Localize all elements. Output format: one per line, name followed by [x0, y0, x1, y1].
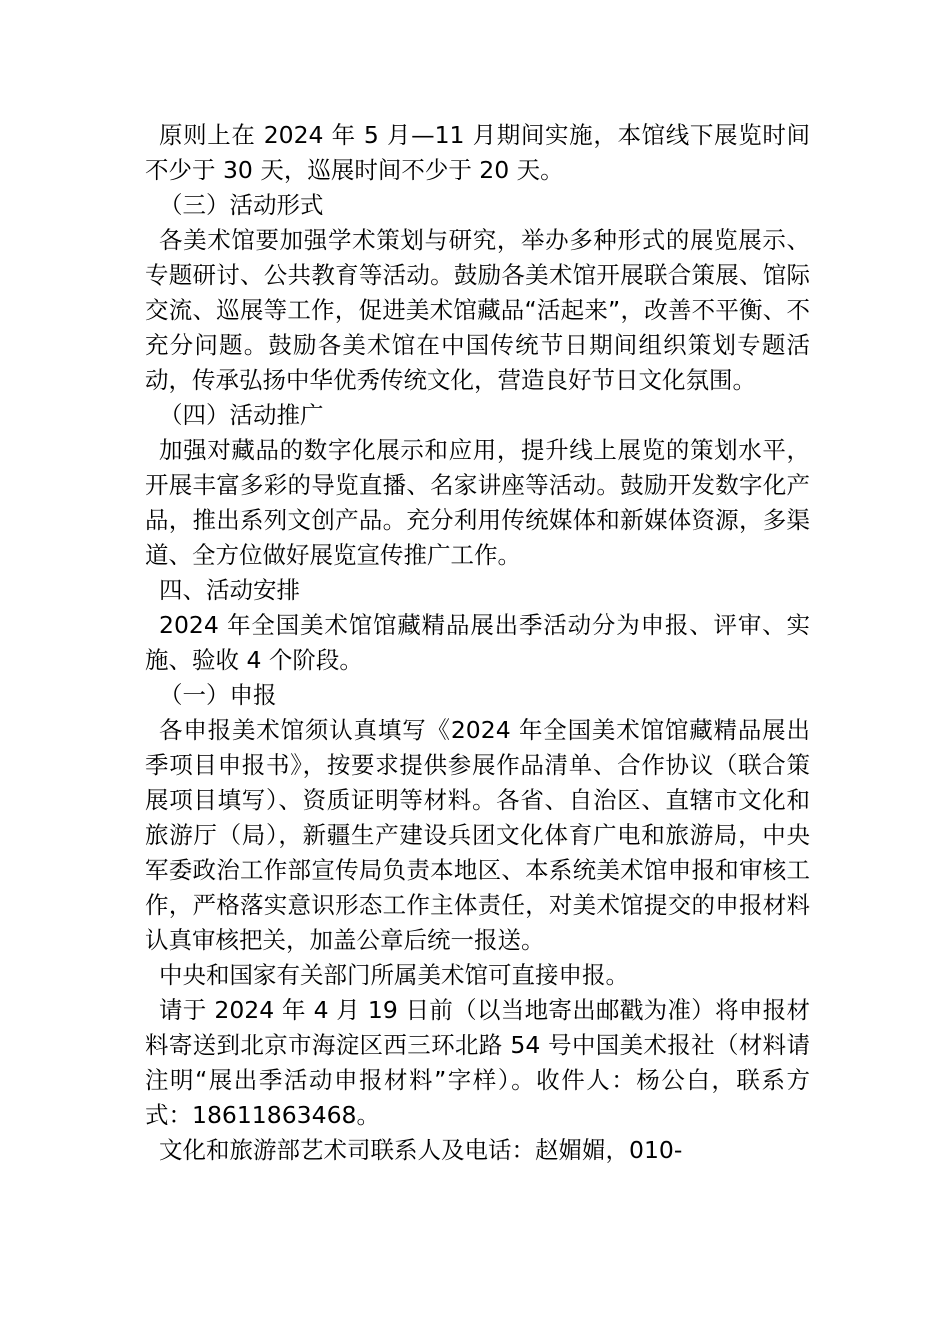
paragraph-direct-application: 中央和国家有关部门所属美术馆可直接申报。	[159, 961, 629, 989]
paragraph-application: 各申报美术馆须认真填写《2024 年全国美术馆馆藏精品展出季项目申报书》，按要求提供参展作品清单、合作协议（联合策展项目填写）、资质证明等材料。各省、自治区、直辖市文化和旅游厅（局），新疆生产建设兵团文化体育广电和旅游局，中央军委政治工作部宣传局负责本地区、本系统美术馆申报和审核工作，严格落实意识形态工作主体责任，对美术馆提交的申报材料认真审核把关，加盖公章后统一报送。	[145, 716, 810, 954]
paragraph-activity-form: 各美术馆要加强学术策划与研究，举办多种形式的展览展示、专题研讨、公共教育等活动。鼓励各美术馆开展联合策展、馆际交流、巡展等工作，促进美术馆藏品“活起来”，改善不平衡、不充分问题。鼓励各美术馆在中国传统节日期间组织策划专题活动，传承弘扬中华优秀传统文化，营造良好节日文化氛围。	[145, 226, 810, 394]
paragraph-arrangement: 2024 年全国美术馆馆藏精品展出季活动分为申报、评审、实施、验收 4 个阶段。	[145, 611, 810, 674]
section-heading-promotion: （四）活动推广	[159, 401, 324, 429]
section-heading-activity-form: （三）活动形式	[159, 191, 324, 219]
section-heading-application: （一）申报	[159, 681, 277, 709]
paragraph-mailing: 请于 2024 年 4 月 19 日前（以当地寄出邮戳为准）将申报材料寄送到北京市海淀区西三环北路 54 号中国美术报社（材料请注明“展出季活动申报材料”字样）。收件人：杨公白，联系方式：18611863468。	[145, 996, 810, 1129]
section-heading-arrangement: 四、活动安排	[159, 576, 300, 604]
paragraph-contact: 文化和旅游部艺术司联系人及电话：赵媚媚，010-	[159, 1136, 683, 1164]
document-page	[145, 118, 810, 1168]
paragraph-promotion: 加强对藏品的数字化展示和应用，提升线上展览的策划水平，开展丰富多彩的导览直播、名家讲座等活动。鼓励开发数字化产品，推出系列文创产品。充分利用传统媒体和新媒体资源，多渠道、全方位做好展览宣传推广工作。	[145, 436, 810, 569]
paragraph-exhibition-time: 原则上在 2024 年 5 月—11 月期间实施，本馆线下展览时间不少于 30 天，巡展时间不少于 20 天。	[145, 121, 810, 184]
